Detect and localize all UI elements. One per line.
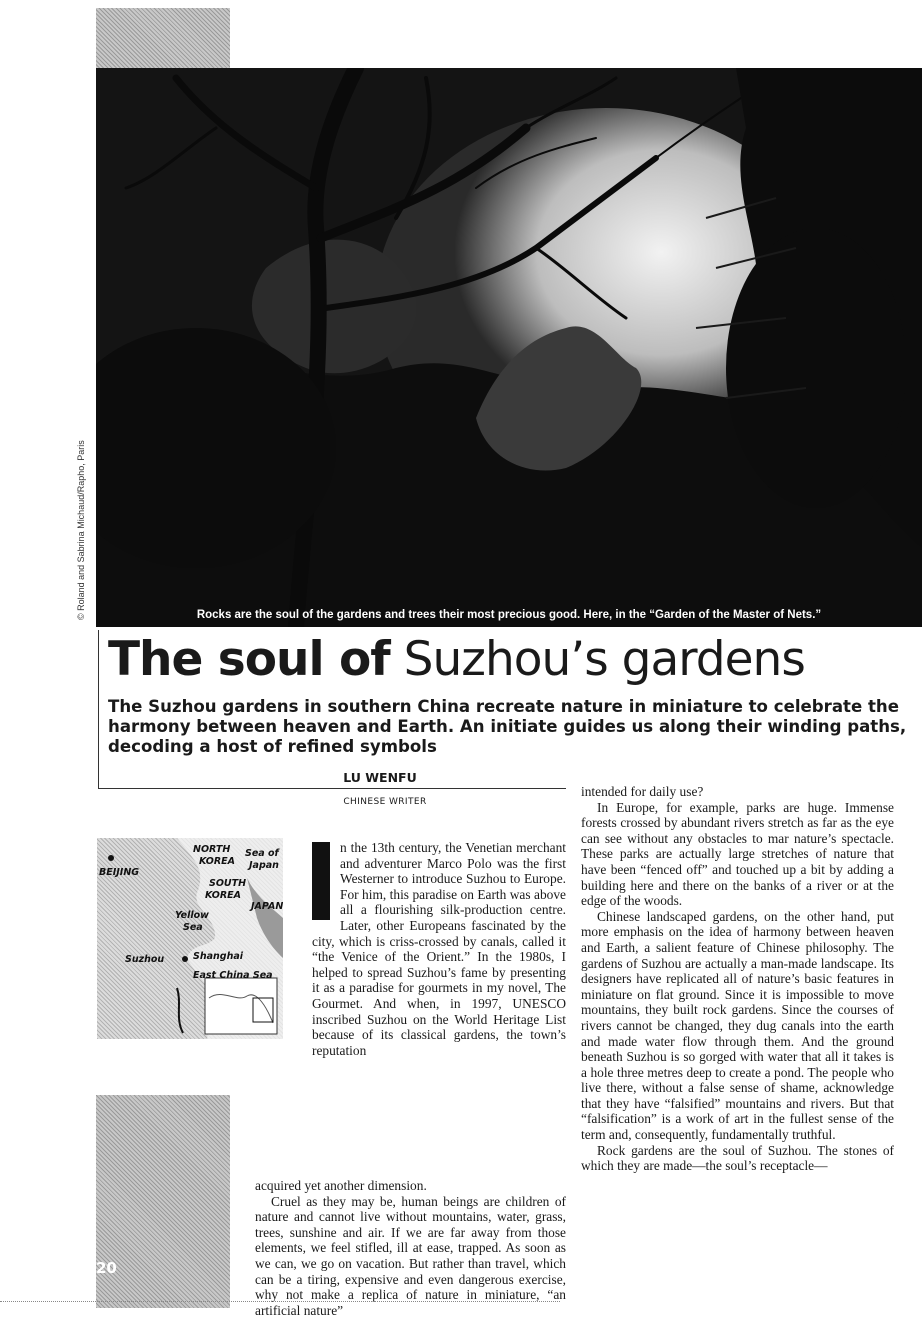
map-label-japan-sea: Japan (249, 860, 279, 871)
byline-rule (98, 788, 566, 789)
photo-credit: © Roland and Sabrina Michaud/Rapho, Paris (76, 440, 86, 620)
author-name: LU WENFU (343, 770, 417, 785)
map-label-north: NORTH (193, 844, 231, 855)
photo-caption: Rocks are the soul of the gardens and trees their most precious good. Here, in the “Garden of the Master of Nets.” (196, 609, 822, 621)
map-label-japan: JAPAN (251, 901, 283, 912)
article-column-1-top (312, 840, 566, 1178)
garden-photo-drawing (96, 68, 922, 627)
map-label-yellow: Yellow (175, 910, 209, 921)
article-paragraph: intended for daily use? (581, 784, 704, 799)
footer-rule (0, 1301, 560, 1302)
map-label-south: SOUTH (209, 878, 247, 889)
map-label-shanghai: Shanghai (193, 951, 244, 962)
map-label-suzhou: Suzhou (125, 954, 165, 965)
article-paragraph: n the 13th century, the Venetian merchant and adventurer Marco Polo was the first Westerner to introduce Suzhou to Europe. For him, this paradise on Earth was above all a flourishing silk-production centre. Later, other Europeans fascinated by the city, which is criss-crossed by canals, called it “the Venice of the Orient.” In the 1980s, I helped to spread Suzhou’s fame by presenting it as a paradise for gourmets in my novel, The Gourmet. And when, in 1997, UNESCO inscribed Suzhou on the World Heritage List because of its classical gardens, the town’s reputation (312, 840, 566, 1058)
article-column-1-bottom (255, 1178, 566, 1318)
article-paragraph: Cruel as they may be, human beings are children of nature and cannot live without mountains, water, grass, trees, sunshine and air. If we are far away from those elements, we feel stifled, ill at ease, trapped. As soon as we can, we go on vacation. But rather than travel, which can be a tiring, expensive and even dangerous exercise, why not make a replica of nature in miniature, “an artificial nature” (255, 1193, 566, 1318)
map-label-korea-north: KOREA (199, 856, 235, 867)
map-label-sea: Sea (183, 922, 203, 933)
title-light: Suzhou’s gardens (403, 632, 805, 687)
map-label-sea-of: Sea of (245, 848, 279, 859)
article-paragraph: acquired yet another dimension. (255, 1178, 427, 1193)
article-paragraph: Chinese landscaped gardens, on the other hand, put more emphasis on the idea of harmony between heaven and Earth, a salient feature of Chinese philosophy. The gardens of Suzhou are actually a man-made landscape. Its designers have replicated all of nature’s basic features in miniature on flat ground. Since it is impossible to move mountains, they built rock gardens. Since the courses of rivers cannot be changed, they dug canals into the earth and made water flow through them. And the ground beneath Suzhou is so gorged with water that all it takes is a hole three metres deep to create a pond. The people who live there, without a false sense of shame, acknowledge that they have “falsified” mountains and rivers. But that “falsification” is a work of art in the fullest sense of the term and, consequently, fundamentally truthful. (581, 908, 894, 1143)
article-paragraph: In Europe, for example, parks are huge. Immense forests crossed by abundant rivers stretch as far as the eye can see without any obstacles to mar nature’s spectacle. These parks are actually large stretches of nature that have been “fenced off” and touched up a bit by adding a building here and there on the banks of a river or at the edge of the woods. (581, 799, 894, 909)
drop-cap (312, 842, 330, 920)
region-map (97, 838, 283, 1039)
page-title (108, 632, 805, 687)
map-label-korea-south: KOREA (205, 890, 241, 901)
map-label-east-china-sea: East China Sea (193, 970, 273, 981)
article-paragraph: Rock gardens are the soul of Suzhou. The stones of which they are made—the soul’s receptacle— (581, 1142, 894, 1174)
page-number: 20 (96, 1259, 117, 1277)
title-rule (98, 630, 99, 788)
garden-photo (96, 68, 922, 627)
map-label-beijing: BEIJING (99, 867, 140, 878)
standfirst: The Suzhou gardens in southern China recreate nature in miniature to celebrate the harmony between heaven and Earth. An initiate guides us along their winding paths, decoding a host of refined symbols (108, 697, 907, 756)
article-column-2 (581, 784, 894, 1174)
title-bold: The soul of (108, 632, 390, 687)
author-role: CHINESE WRITER (343, 797, 427, 807)
